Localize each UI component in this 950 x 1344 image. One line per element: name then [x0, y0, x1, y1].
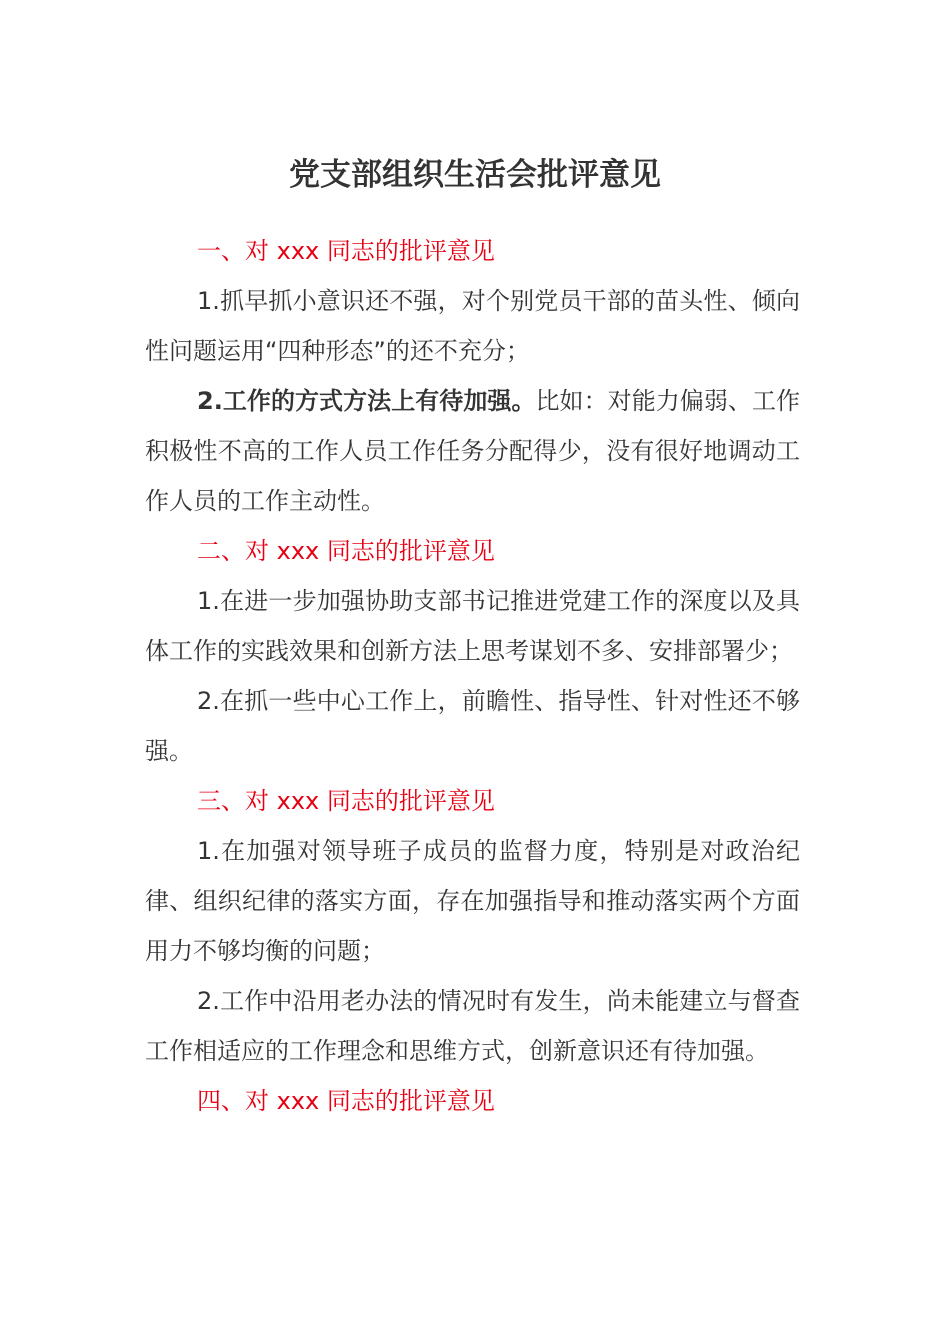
paragraph-text: 1.在进一步加强协助支部书记推进党建工作的深度以及具体工作的实践效果和创新方法上思考谋划不多、安排部署少；	[145, 587, 800, 665]
paragraph-bold-lead: 2.工作的方式方法上有待加强。	[197, 387, 536, 415]
document-body	[145, 226, 800, 1126]
section-heading: 三、对 xxx 同志的批评意见	[197, 787, 495, 815]
section-paragraph	[145, 826, 800, 976]
section-paragraph	[145, 576, 800, 676]
section-1	[145, 226, 800, 526]
section-heading: 四、对 xxx 同志的批评意见	[197, 1087, 495, 1115]
section-3	[145, 776, 800, 1076]
section-paragraph	[145, 976, 800, 1076]
paragraph-text: 比如：对能力偏弱、工作积极性不高的工作人员工作任务分配得少，没有很好地调动工作人员的工作主动性。	[145, 387, 800, 515]
paragraph-text: 1.抓早抓小意识还不强，对个别党员干部的苗头性、倾向性问题运用“四种形态”的还不充分；	[145, 287, 800, 365]
paragraph-text: 2.工作中沿用老办法的情况时有发生，尚未能建立与督查工作相适应的工作理念和思维方式，创新意识还有待加强。	[145, 987, 800, 1065]
section-heading: 二、对 xxx 同志的批评意见	[197, 537, 495, 565]
section-2	[145, 526, 800, 776]
section-4	[145, 1076, 800, 1126]
section-paragraph	[145, 276, 800, 376]
paragraph-text: 1.在加强对领导班子成员的监督力度，特别是对政治纪律、组织纪律的落实方面，存在加强指导和推动落实两个方面用力不够均衡的问题；	[145, 837, 800, 965]
paragraph-text: 2.在抓一些中心工作上，前瞻性、指导性、针对性还不够强。	[145, 687, 800, 765]
section-paragraph	[145, 376, 800, 526]
document-title: 党支部组织生活会批评意见	[289, 157, 661, 193]
section-paragraph	[145, 676, 800, 776]
section-heading: 一、对 xxx 同志的批评意见	[197, 237, 495, 265]
